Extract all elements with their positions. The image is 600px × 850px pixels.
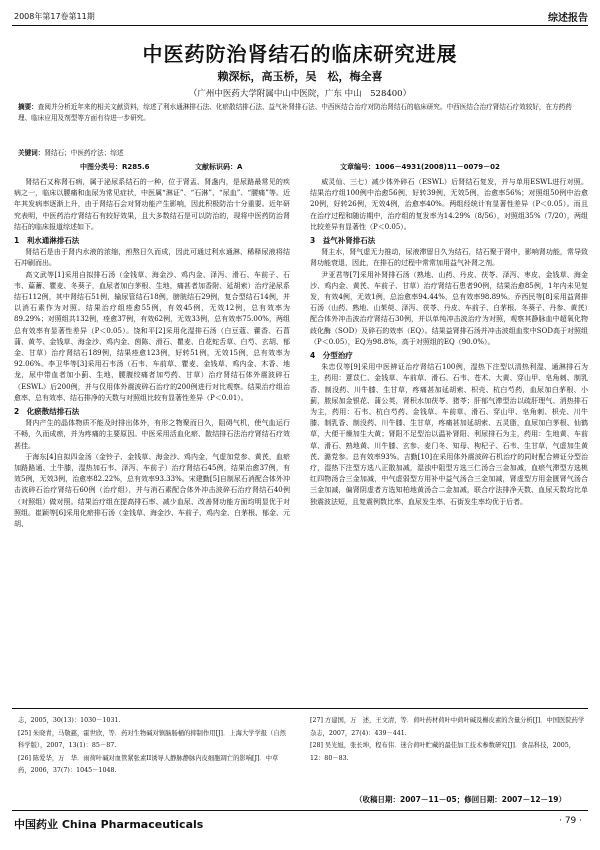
footer: [12, 816, 588, 832]
keywords-text: 肾结石；中医药疗法；综述: [44, 149, 124, 157]
received-dates: （收稿日期：2007－11－05；修回日期：2007－12－19）: [355, 795, 566, 804]
body-paragraph: 肾结石是由于肾内水液的浓缩，煎熬日久而成，因此可通过利水通淋、稀释尿液将结石冲刷而出。: [14, 248, 290, 268]
page-number: · 79 ·: [559, 816, 582, 826]
body-paragraph: 肾内产生的晶体物质不能及时排出体外，有形之物聚而日久，阻碍气机，使气血运行不畅，久而成瘀，并为疼痛的主要原因。中医采用活血化瘀、散结排石法治疗肾结石疗效甚佳。: [14, 419, 290, 450]
clc-number: 中图分类号：R285.6: [80, 163, 150, 171]
keywords: [18, 147, 582, 157]
header-rule: [12, 25, 588, 26]
abstract-text: 查阅并分析近年来的相关文献资料，综述了利水通淋排石法、化瘀散结排石法、益气补肾排石法、中西医结合治疗对防治肾结石的临床研究。中西医结合治疗肾结石疗效较好，在方药药理、临床应用及剂型等方面有待进一步研究。: [18, 103, 572, 122]
body-paragraph: 肾主水，肾气虚无力推动，尿液滞留日久为结石，结石聚于肾中，影响肾功能，常导致肾功能衰退，因此，在排石的过程中常常加用益气补肾之剂。: [310, 248, 588, 268]
doc-code: 文献标识码：A: [195, 163, 243, 171]
body-paragraph: 肾结石又称肾石病，属于泌尿系结石的一种，位于肾盂、肾盏内，是尿路最常见的疾病之一，临床以腰痛和血尿为常见症状，中医属“淋证”、“石淋”、“尿血”、“腰痛”等。近年其发病率逐渐上升，由于肾结石会对肾功能产生影响，因此积极防治十分重要。近年研究表明，中医药治疗肾结石有较好效果，且大多数结石是可以防治的，现将中医药防治肾结石的临床报道综述如下。: [14, 178, 290, 231]
paper-title: 中医药防治肾结石的临床研究进展: [142, 42, 458, 66]
body-paragraph: 朱忠仅等[9]采用中医辨证治疗肾结石100例，湿热下注型以清热利湿、通淋排石为主，药用：薏苡仁、金钱草、车前草、滑石、石韦、苍术、大黄、穿山甲、皂角刺、制乳香、制没药、川牛膝、生甘草，疼痛甚加延胡索、枳壳、杭白芍药，血尿加白茅根、小蓟，脓尿加金银花、蒲公英，肾积水加茯苓、猪苓；肝郁气滞型治以疏肝理气、消热排石为主，药用：石韦、杭白芍药、金钱草、车前草、滑石、穿山甲、皂角刺、枳壳、川牛膝、制乳香、制没药、川牛膝、生甘草，疼痛甚加延胡索、五灵脂，血尿加白茅根、仙鹤草，大便干燥加生大黄；肾阳不足型治以温补肾阳、利尿排石为主，药用：生地黄、车前草、滑石、熟地黄、川牛膝、玄参、麦门冬、知母、枸杞子、石韦、生甘草，气虚加生黄芪、潞党参。总有效率93%。吉勤[10]在采用体外震波碎石机治疗的同时配合辨证分型治疗，湿热下注型方选八正散加减，湿浊中阻型方选三仁汤合三金加减，血瘀气滞型方选桃红四物汤合三金加减，中气虚弱型方用补中益气汤合三金加减，肾虚型方用金匮肾气汤合三金加减，偏肾阴虚者方选知柏地黄汤合二金加减，联合疗法排净天数、血尿天数均比单独震波法短，且复震例数比率、血尿发生率、石街发生率均优于后者。: [310, 363, 588, 506]
section-heading: 2 化瘀散结排石法: [14, 407, 80, 417]
reference-item: [25] 朱晓青，马敬慈，霍世欣，等．药对生物碱对镇脑肠桶的抑制作用[J]．上海大学学报（自然科学版），2007，13(1)：85－87.: [18, 729, 286, 750]
body-paragraph: 威灵仙、三七）减少体外碎石（ESWL）后肾结石复发，并与单用ESWL进行对照。结果治疗组100例中治愈56例，好转39例，无效5例，治愈率56%；对照组50例中治愈20例，好转26例，无效4例，治愈率40%。两组经统计有显著性差异（P＜0.05）。而且在治疗过程和随访期中，治疗组的复发率为14.29%（8/56），对照组35%（7/20），两组比较差异有显著性（P＜0.05）。: [310, 178, 588, 231]
right-column: [310, 177, 588, 508]
running-header: [12, 8, 588, 24]
section-heading: 1 利水通淋排石法: [14, 236, 80, 246]
journal-name: 中国药业 China Pharmaceuticals: [14, 818, 204, 831]
keywords-label: 关键词：: [18, 149, 45, 157]
references-left: [18, 715, 290, 778]
reference-item: 志，2005，30(13)：1030－1031.: [18, 717, 121, 724]
affiliation: （广州中医药大学附属中山中医院，广东 中山 528400）: [188, 89, 412, 99]
references-rule: [12, 708, 588, 709]
reference-item: [26] 陈爱华，万 华．雨荷叶碱对血管紧张素II诱导人静脉静脉内皮细胞凋亡的影响[J]．中草药，2006，37(7)：1045－1048.: [18, 754, 279, 775]
body-paragraph: 高文武等[1]采用自拟排石汤（金钱草、海金沙、鸡内金、泽泻、滑石、车前子、石韦、萹蓄、瞿麦、冬葵子，血尿者加白茅根、生地，痛甚者加香附、延胡索）治疗泌尿系结石112例，其中肾结石51例，输尿管结石18例，膀胱结石29例，复合型结石14例，并以消石素作为对照。结果治疗组痊愈55例，有效45例，无效12例，总有效率为89.29%；对照组共132例，痊愈37例，有效62例，无效33例，总有效率75.00%，两组总有效率有显著性差异（P＜0.05）。饶和平[2]采用化湿排石汤（白豆蔻、藿香、石菖蒲、黄芩、金钱草、海金沙、鸡内金、茵陈、滑石、瞿麦、白花蛇舌草、白芍、玄胡、郁金、甘草）治疗肾结石189例，结果痊愈123例，好转51例，无效15例，总有效率为92.06%。李卫华等[3]采用石韦汤（石韦、车前草、瞿麦、金钱草、鸡内金、木香、地龙，尿中带血者加小蓟、生地，腰腹绞痛者加芍药、甘草）治疗肾结石体外震波碎石（ESWL）后200例，并与仅用体外震波碎石治疗的200例进行对比观察。结果治疗组治愈率、总有效率、结石排净的天数与对照组比较有显著性差异（P＜0.01）。: [14, 270, 290, 402]
footer-rule: [12, 810, 588, 811]
body-paragraph: 于海东[4]自拟四金汤（金铃子、金钱草、海金沙、鸡内金，气虚加党参、黄芪，血瘀加路路通、土牛膝，湿热加石韦、泽泻、车前子）治疗肾结石45例，结果治愈37例，有效5例，无效3例，治愈率82.22%，总有效率93.33%。宋建勤[5]自制尿石消配合体外冲击波碎石治疗肾结石60例（治疗组），并与消石素配合体外冲击波碎石治疗肾结石40例（对照组）做对照。结果治疗组在提高排石率、减少血尿、改善肾功能方面均明显优于对照组。崔颖等[6]采用化瘀排石汤（金钱草、海金沙、车前子、鸡内金、白茅根、郁金、元胡、: [14, 452, 290, 529]
section-label: 综述报告: [548, 13, 588, 24]
reference-item: [28] 吴光旭，张长坤，程布伟．迷合荷叶贮藏的最佳加工技术参数研究[J]．食品科技，2005，12：80－83.: [310, 742, 576, 762]
left-column: [14, 177, 290, 530]
authors: 赖深标，高玉桥，吴 松，梅全喜: [217, 70, 383, 83]
abstract-label: 摘要：: [18, 103, 38, 111]
references-right: [310, 715, 588, 765]
abstract: [18, 102, 582, 123]
reference-item: [27] 方建国，万 述，王文清，等．荷叶药材荷叶中荷叶碱及槲皮素的含量分析[J]．中国医院药学杂志，2007，27(4)：439－441.: [310, 717, 585, 737]
article-number: 文章编号：1006－4931(2008)11－0079－02: [340, 163, 500, 171]
section-heading: 3 益气补肾排石法: [310, 236, 376, 246]
issue-info: 2008年第17卷第11期: [14, 12, 95, 21]
section-heading: 4 分型治疗: [310, 351, 353, 361]
body-paragraph: 尹亚君等[7]采用补肾排石汤（熟地、山药、丹皮、茯苓、泽泻、枣皮、金钱草、海金沙、鸡内金、黄芪、车前子、甘草）治疗肾结石患者90例，结果治愈85例，1年内未见复发，有效4例，无效1例，总治愈率94.44%，总有效率98.89%。乔西民等[8]采用益肾排石汤（山药、熟地、山茱萸、泽泻、茯苓、丹皮、车前子、白茅根、冬葵子、丹参、黄芪）配合体外冲击波治疗肾结石30例，并以单纯冲击波治疗为对照，观察其静脉血中超氧化物歧化酶（SOD）及碎石的效率（EQ）。结果益肾排石汤并冲击波组血浆中SOD高于对照组（P＜0.05），EQ为98.8%，高于对照组的EQ（90.0%）。: [310, 270, 588, 346]
